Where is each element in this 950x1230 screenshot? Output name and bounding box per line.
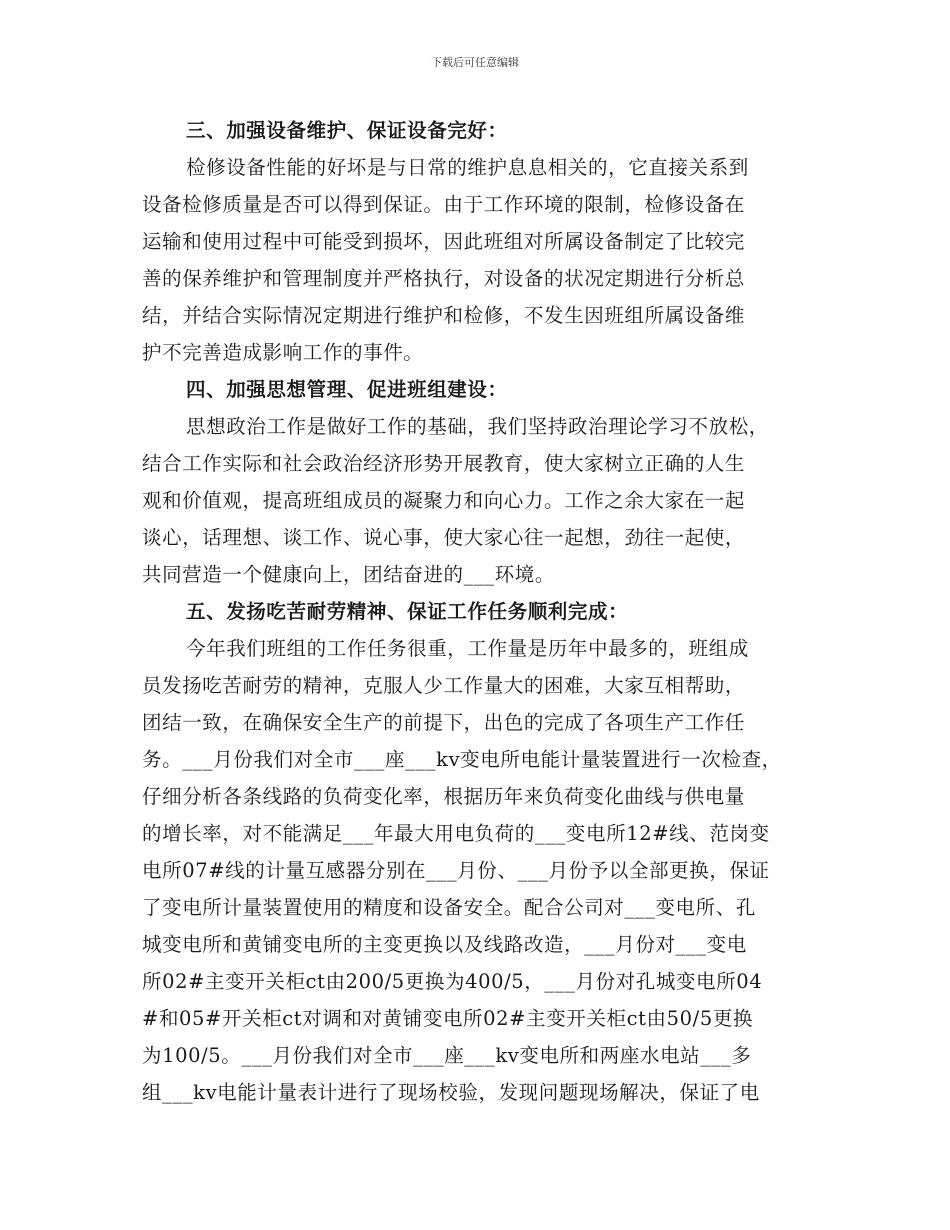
paragraph-line: 善的保养维护和管理制度并严格执行，对设备的状况定期进行分析总 [142, 267, 746, 290]
paragraph-line: 谈心，话理想、谈工作、说心事，使大家心往一起想，劲往一起使， [142, 526, 746, 549]
paragraph-line: 仔细分析各条线路的负荷变化率，根据历年来负荷变化曲线与供电量 [142, 785, 746, 808]
paragraph-line: 电所07#线的计量互感器分别在___月份、___月份予以全部更换，保证 [142, 859, 770, 882]
paragraph-line: 思想政治工作是做好工作的基础，我们坚持政治理论学习不放松， [186, 415, 769, 438]
paragraph-line: 城变电所和黄铺变电所的主变更换以及线路改造，___月份对___变电 [142, 933, 747, 956]
paragraph-line: 今年我们班组的工作任务很重，工作量是历年中最多的，班组成 [186, 637, 749, 660]
paragraph-line: 务。___月份我们对全市___座___kv变电所电能计量装置进行一次检查， [142, 748, 782, 771]
page-header: 下载后可任意编辑 [431, 56, 519, 69]
paragraph-line: 结，并结合实际情况定期进行维护和检修，不发生因班组所属设备维 [142, 304, 746, 327]
paragraph-line: 员发扬吃苦耐劳的精神，克服人少工作量大的困难，大家互相帮助， [142, 674, 746, 697]
paragraph-line: #和05#开关柜ct对调和对黄铺变电所02#主变开关柜ct由50/5更换 [142, 1007, 754, 1030]
paragraph-line: 组___kv电能计量表计进行了现场校验，发现问题现场解决，保证了电 [142, 1081, 760, 1104]
paragraph-line: 护不完善造成影响工作的事件。 [142, 341, 424, 364]
paragraph-line: 了变电所计量装置使用的精度和设备安全。配合公司对___变电所、孔 [142, 896, 756, 919]
paragraph-line: 结合工作实际和社会政治经济形势开展教育，使大家树立正确的人生 [142, 452, 746, 475]
section-heading: 四、加强思想管理、促进班组建设： [186, 378, 508, 401]
paragraph-line: 观和价值观，提高班组成员的凝聚力和向心力。工作之余大家在一起 [142, 489, 746, 512]
paragraph-line: 的增长率，对不能满足___年最大用电负荷的___变电所12#线、范岗变 [142, 822, 770, 845]
paragraph-line: 团结一致，在确保安全生产的前提下，出色的完成了各项生产工作任 [142, 711, 746, 734]
paragraph-line: 设备检修质量是否可以得到保证。由于工作环境的限制，检修设备在 [142, 193, 746, 216]
section-heading: 三、加强设备维护、保证设备完好： [186, 119, 508, 142]
paragraph-line: 运输和使用过程中可能受到损坏，因此班组对所属设备制定了比较完 [142, 230, 746, 253]
section-heading: 五、发扬吃苦耐劳精神、保证工作任务顺利完成： [186, 600, 629, 623]
paragraph-line: 为100/5。___月份我们对全市___座___kv变电所和两座水电站___多 [142, 1044, 752, 1067]
paragraph-line: 检修设备性能的好坏是与日常的维护息息相关的，它直接关系到 [186, 156, 749, 179]
document-body [142, 112, 826, 1111]
paragraph-line: 共同营造一个健康向上，团结奋进的___环境。 [142, 563, 555, 586]
paragraph-line: 所02#主变开关柜ct由200/5更换为400/5，___月份对孔城变电所04 [142, 970, 763, 993]
